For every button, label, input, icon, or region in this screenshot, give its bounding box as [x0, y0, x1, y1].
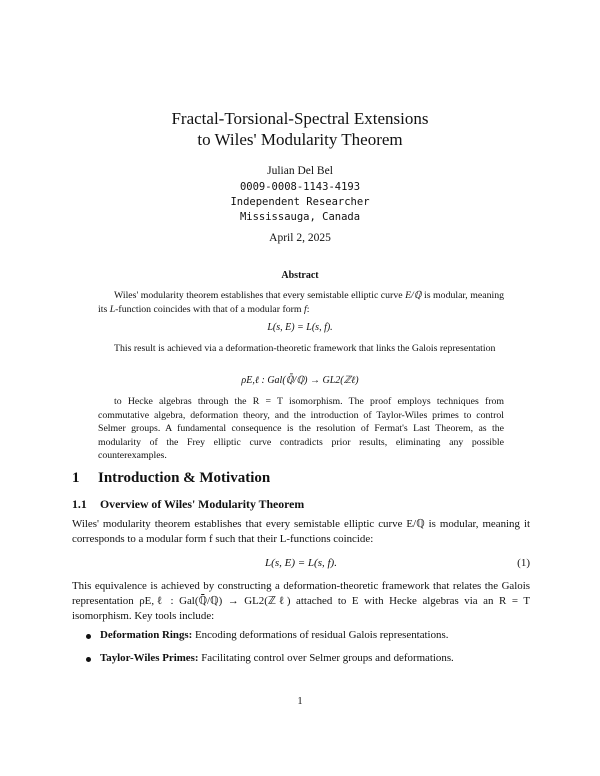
section-1-heading — [72, 470, 270, 487]
paper-date: April 2, 2025 — [269, 232, 331, 244]
author-affiliation: Independent Researcher — [230, 196, 370, 208]
title-line-1: Fractal-Torsional-Spectral Extensions — [171, 109, 429, 128]
paper-title — [0, 108, 600, 150]
author-location: Mississauga, Canada — [239, 211, 361, 223]
list-item-text: Encoding deformations of residual Galois representations. — [192, 629, 449, 641]
abstract-paragraph-1: Wiles' modularity theorem establishes that every semistable elliptic curve E/ℚ is modular, meaning its L-function coincides with that of a modular form f: — [98, 290, 504, 315]
body-paragraph-1: Wiles' modularity theorem establishes that every semistable elliptic curve E/ℚ is modular, meaning it corresponds to a modular form f such that their L-functions coincide: — [72, 518, 530, 546]
title-line-2: to Wiles' Modularity Theorem — [197, 130, 403, 149]
abstract-heading: Abstract — [281, 270, 319, 281]
abstract-equation-1: L(s, E) = L(s, f). — [267, 322, 333, 333]
list-item-term: Taylor-Wiles Primes: — [100, 652, 199, 664]
author-orcid: 0009-0008-1143-4193 — [239, 181, 361, 193]
section-title: Introduction & Motivation — [98, 470, 271, 486]
list-item — [90, 652, 530, 664]
equation-tag: (1) — [517, 557, 530, 569]
subsection-1-1-heading — [72, 497, 304, 512]
equation-1 — [72, 557, 530, 569]
list-item-term: Deformation Rings: — [100, 629, 193, 641]
list-item-text: Facilitating control over Selmer groups and deformations. — [198, 652, 454, 664]
section-number: 1 — [72, 470, 80, 486]
list-item — [90, 629, 530, 641]
abstract-paragraph-2: This result is achieved via a deformation-theoretic framework that links the Galois representation — [114, 343, 496, 354]
bullet-icon — [86, 634, 91, 639]
abstract-paragraph-3: to Hecke algebras through the R = T isomorphism. The proof employs techniques from commutative algebra, deformation theory, and the introduction of Taylor-Wiles primes to control Selmer groups. A fundamental consequence is the resolution of Fermat's Last Theorem, as the modularity of the Frey elliptic curve contradicts prior results, eliminating any possible counterexamples. — [98, 396, 504, 462]
author-name: Julian Del Bel — [267, 165, 333, 177]
bullet-icon — [86, 657, 91, 662]
equation-expression: L(s, E) = L(s, f). — [265, 557, 337, 569]
abstract-equation-2: ρE,ℓ : Gal(ℚ̄/ℚ) → GL2(ℤℓ) — [241, 375, 359, 386]
subsection-number: 1.1 — [72, 497, 87, 511]
body-paragraph-2: This equivalence is achieved by constructing a deformation-theoretic framework that relates the Galois representation ρE,ℓ : Gal(ℚ̄/ℚ) → GL2(ℤℓ) attached to E with Hecke algebras via an R = T isomorphism. Key tools include: — [72, 580, 530, 623]
subsection-title: Overview of Wiles' Modularity Theorem — [100, 497, 305, 511]
page-number: 1 — [297, 696, 303, 707]
